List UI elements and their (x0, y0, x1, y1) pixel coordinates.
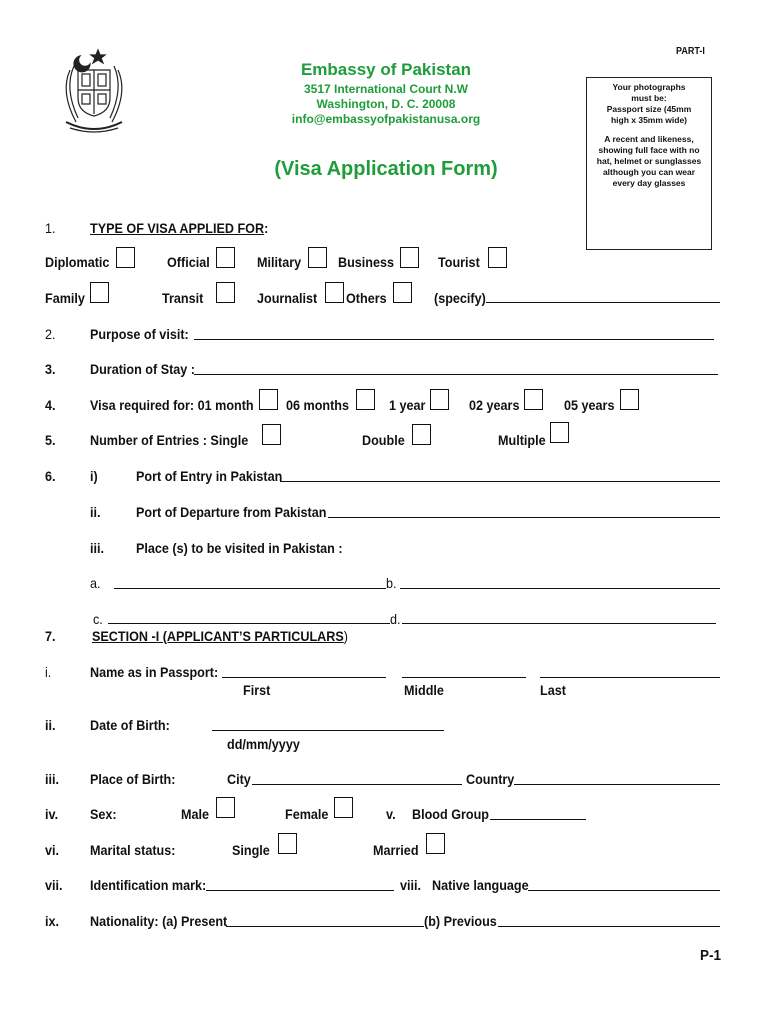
item-number: 2. (45, 326, 56, 342)
visa-duration-label: Visa required for: 01 month (90, 397, 254, 413)
entries-double-label: Double (362, 432, 405, 448)
last-name-field[interactable] (540, 677, 720, 678)
visa-02-years-label: 02 years (469, 397, 520, 413)
female-label: Female (285, 806, 329, 822)
entries-label: Number of Entries : Single (90, 432, 249, 448)
item-number: 4. (45, 397, 56, 413)
duration-field[interactable] (194, 374, 718, 375)
journalist-checkbox[interactable] (325, 282, 344, 303)
nationality-previous-label: (b) Previous (424, 913, 497, 929)
embassy-address-line1: 3517 International Court N.W (303, 82, 469, 96)
visa-06-months-checkbox[interactable] (356, 389, 375, 410)
passport-name-label: Name as in Passport: (90, 664, 219, 680)
item-number: 1. (45, 220, 56, 236)
subitem-ii: ii. (90, 504, 101, 520)
subitem-viii: viii. (400, 877, 422, 893)
nationality-present-field[interactable] (226, 926, 424, 927)
military-checkbox[interactable] (308, 247, 327, 268)
tourist-checkbox[interactable] (488, 247, 507, 268)
purpose-field[interactable] (194, 339, 714, 340)
part-label: PART-I (676, 46, 705, 57)
purpose-label: Purpose of visit: (90, 326, 189, 342)
business-checkbox[interactable] (400, 247, 419, 268)
city-label: City (227, 771, 251, 787)
port-departure-field[interactable] (328, 517, 720, 518)
visa-1-year-checkbox[interactable] (430, 389, 449, 410)
marital-single-label: Single (232, 842, 270, 858)
subitem-ix: ix. (45, 913, 60, 929)
transit-checkbox[interactable] (216, 282, 235, 303)
item-number: 7. (45, 628, 56, 644)
place-d-label: d. (390, 611, 401, 627)
place-c-field[interactable] (108, 623, 390, 624)
visa-type-heading-colon: : (264, 220, 269, 236)
port-entry-field[interactable] (280, 481, 720, 482)
visa-05-years-checkbox[interactable] (620, 389, 639, 410)
pob-label: Place of Birth: (90, 771, 176, 787)
places-label: Place (s) to be visited in Pakistan : (136, 540, 343, 556)
blood-group-label: Blood Group (412, 806, 489, 822)
subitem-ii: ii. (45, 717, 56, 733)
nationality-label: Nationality: (a) Present (90, 913, 228, 929)
country-field[interactable] (514, 784, 720, 785)
tourist-label: Tourist (438, 254, 480, 270)
family-label: Family (45, 290, 85, 306)
official-label: Official (167, 254, 210, 270)
official-checkbox[interactable] (216, 247, 235, 268)
visa-type-heading (90, 220, 268, 236)
middle-name-caption: Middle (404, 682, 444, 698)
marital-single-checkbox[interactable] (278, 833, 297, 854)
entries-double-checkbox[interactable] (412, 424, 431, 445)
visa-1-year-label: 1 year (389, 397, 426, 413)
others-checkbox[interactable] (393, 282, 412, 303)
visa-06-months-label: 06 months (286, 397, 350, 413)
embassy-title: Embassy of Pakistan (300, 60, 472, 79)
section-i-heading (92, 628, 348, 644)
subitem-iii: iii. (90, 540, 105, 556)
photo-note-2: Passport size (45mm high x 35mm wide) (606, 104, 692, 125)
country-label: Country (466, 771, 515, 787)
specify-field[interactable] (486, 302, 720, 303)
section-i-heading-paren: ) (343, 628, 348, 644)
dob-label: Date of Birth: (90, 717, 170, 733)
dob-field[interactable] (212, 730, 444, 731)
first-name-caption: First (243, 682, 271, 698)
journalist-label: Journalist (257, 290, 318, 306)
nationality-previous-field[interactable] (498, 926, 720, 927)
embassy-address-line2: Washington, D. C. 20008 (316, 97, 456, 111)
specify-label: (specify) (434, 290, 486, 306)
subitem-v: v. (386, 806, 396, 822)
visa-type-heading-text: TYPE OF VISA APPLIED FOR (90, 220, 265, 236)
item-number: 5. (45, 432, 56, 448)
blood-group-field[interactable] (490, 819, 586, 820)
visa-01-month-checkbox[interactable] (259, 389, 278, 410)
sex-label: Sex: (90, 806, 117, 822)
embassy-email: info@embassyofpakistanusa.org (291, 112, 481, 126)
item-number: 6. (45, 468, 56, 484)
visa-05-years-label: 05 years (564, 397, 615, 413)
marital-label: Marital status: (90, 842, 176, 858)
business-label: Business (338, 254, 395, 270)
marital-married-label: Married (373, 842, 419, 858)
page-number: P-1 (700, 947, 722, 964)
subitem-iv: iv. (45, 806, 59, 822)
photo-box (586, 77, 712, 250)
pakistan-emblem-icon (58, 44, 130, 136)
subitem-i: i. (45, 664, 52, 680)
place-d-field[interactable] (402, 623, 716, 624)
entries-single-checkbox[interactable] (262, 424, 281, 445)
subitem-i: i) (90, 468, 98, 484)
section-i-heading-text: SECTION -I (APPLICANT’S PARTICULARS (92, 628, 344, 644)
subitem-iii: iii. (45, 771, 60, 787)
diplomatic-label: Diplomatic (45, 254, 110, 270)
place-a-field[interactable] (114, 588, 386, 589)
photo-note-3: A recent and likeness, showing full face with no hat, helmet or sunglasses although you can wear every day glasses (596, 134, 702, 188)
diplomatic-checkbox[interactable] (116, 247, 135, 268)
military-label: Military (257, 254, 302, 270)
last-name-caption: Last (540, 682, 566, 698)
visa-02-years-checkbox[interactable] (524, 389, 543, 410)
transit-label: Transit (162, 290, 204, 306)
port-entry-label: Port of Entry in Pakistan (136, 468, 283, 484)
male-label: Male (181, 806, 210, 822)
dob-format-caption: dd/mm/yyyy (227, 736, 300, 752)
place-a-label: a. (90, 575, 101, 591)
place-b-field[interactable] (400, 588, 720, 589)
subitem-vii: vii. (45, 877, 63, 893)
male-checkbox[interactable] (216, 797, 235, 818)
entries-multiple-checkbox[interactable] (550, 422, 569, 443)
place-c-label: c. (93, 611, 103, 627)
native-language-label: Native language (432, 877, 529, 893)
city-field[interactable] (252, 784, 462, 785)
others-label: Others (346, 290, 387, 306)
place-b-label: b. (386, 575, 397, 591)
item-number: 3. (45, 361, 56, 377)
id-mark-label: Identification mark: (90, 877, 207, 893)
marital-married-checkbox[interactable] (426, 833, 445, 854)
female-checkbox[interactable] (334, 797, 353, 818)
form-title: (Visa Application Form) (274, 158, 498, 180)
id-mark-field[interactable] (206, 890, 394, 891)
first-name-field[interactable] (222, 677, 386, 678)
entries-multiple-label: Multiple (498, 432, 546, 448)
middle-name-field[interactable] (402, 677, 526, 678)
native-language-field[interactable] (528, 890, 720, 891)
port-departure-label: Port of Departure from Pakistan (136, 504, 327, 520)
family-checkbox[interactable] (90, 282, 109, 303)
subitem-vi: vi. (45, 842, 60, 858)
photo-note-1: Your photographs must be: (612, 82, 686, 103)
duration-label: Duration of Stay : (90, 361, 196, 377)
